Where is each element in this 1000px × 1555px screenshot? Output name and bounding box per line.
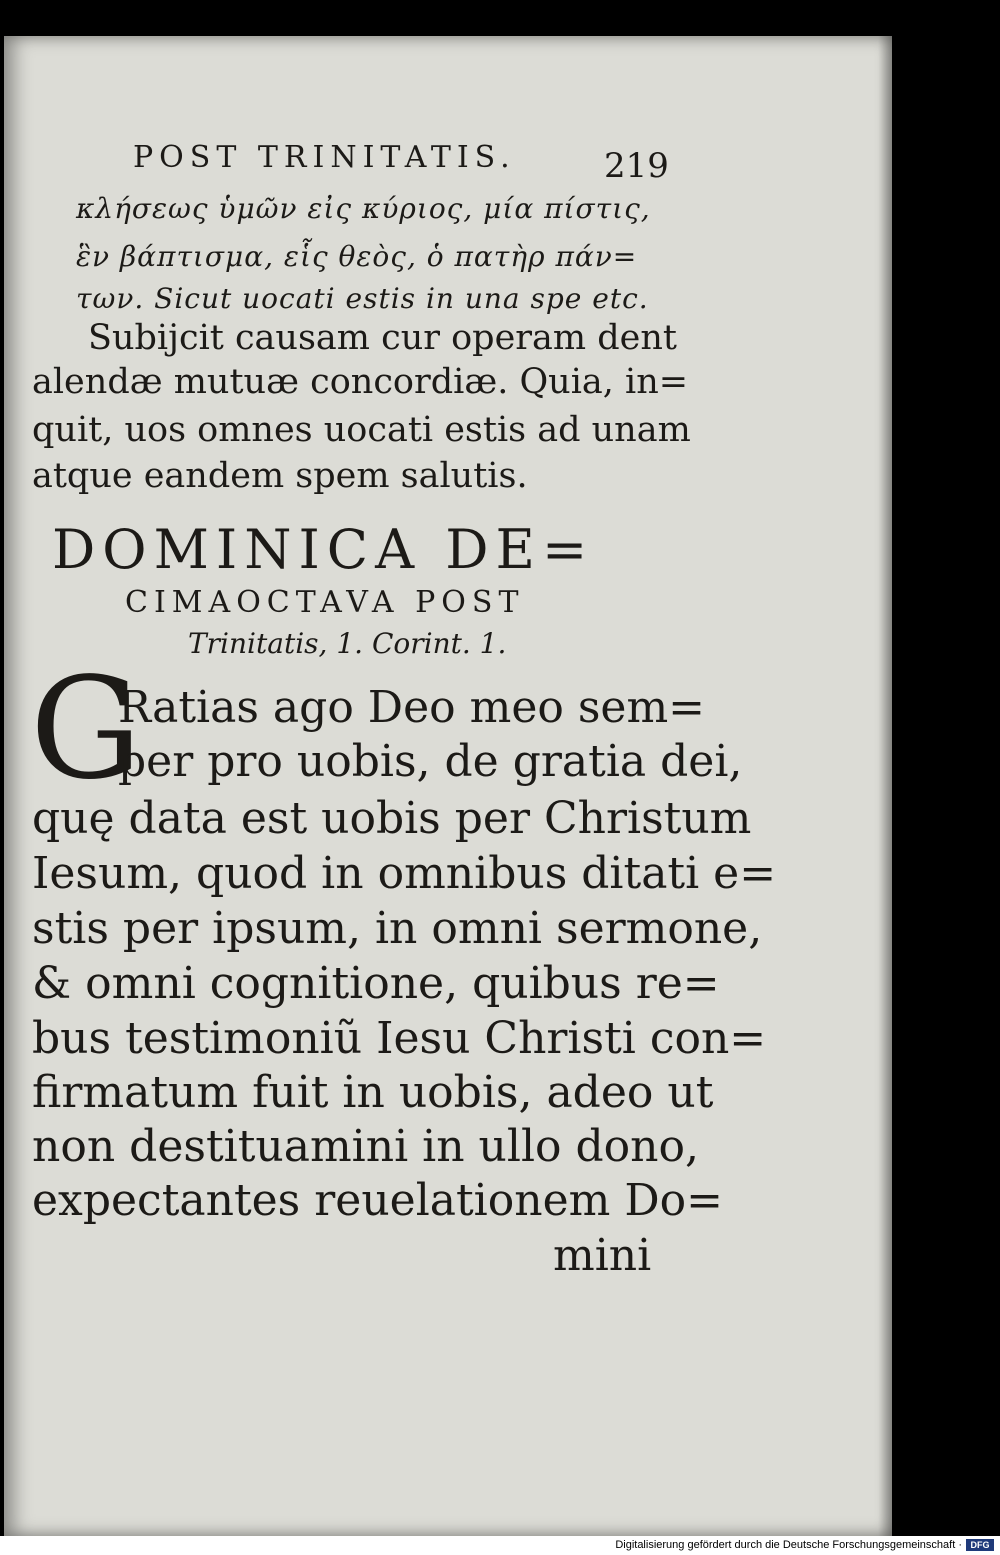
para2-line-9: non destituamini in ullo dono, xyxy=(32,1121,699,1172)
drop-capital: G xyxy=(30,648,142,811)
funding-notice: Digitalisierung gefördert durch die Deutsche Forschungsgemeinschaft · xyxy=(615,1539,962,1551)
para2-line-6: & omni cognitione, quibus re= xyxy=(32,958,720,1009)
para2-line-2: per pro uobis, de gratia dei, xyxy=(118,736,743,787)
para2-line-8: firmatum fuit in uobis, adeo ut xyxy=(32,1067,714,1118)
para2-line-3: quę data est uobis per Christum xyxy=(32,793,752,844)
para1-line-4: atque eandem spem salutis. xyxy=(32,456,528,496)
greek-line-3: των. Sicut uocati estis in una spe etc. xyxy=(76,282,649,315)
page-number: 219 xyxy=(604,146,669,186)
para2-line-1: Ratias ago Deo meo sem= xyxy=(118,682,706,733)
para2-line-5: stis per ipsum, in omni sermone, xyxy=(32,903,763,954)
para1-line-3: quit, uos omnes uocati estis ad unam xyxy=(32,410,691,450)
para1-line-2: alendæ mutuæ concordiæ. Quia, in= xyxy=(32,362,689,402)
footer-bar xyxy=(0,1536,1000,1555)
para2-line-10: expectantes reuelationem Do= xyxy=(32,1175,723,1226)
greek-line-1: κλήσεως ὑμῶν εἰς κύριος, μία πίστις, xyxy=(76,192,651,225)
dfg-logo: DFG xyxy=(966,1539,994,1551)
section-title-line-1: DOMINICA DE= xyxy=(52,518,595,581)
para2-line-7: bus testimoniũ Iesu Christi con= xyxy=(32,1013,767,1064)
para2-catchword: mini xyxy=(553,1230,652,1281)
greek-line-2: ἓν βάπτισμα, εἷς θεὸς, ὁ πατὴρ πάν= xyxy=(76,240,638,273)
running-title: POST TRINITATIS. xyxy=(133,140,516,175)
section-reference: Trinitatis, 1. Corint. 1. xyxy=(188,627,507,660)
para2-line-4: Iesum, quod in omnibus ditati e= xyxy=(32,848,777,899)
section-title-line-2: CIMAOCTAVA POST xyxy=(125,585,525,620)
para1-line-1: Subijcit causam cur operam dent xyxy=(88,318,677,358)
